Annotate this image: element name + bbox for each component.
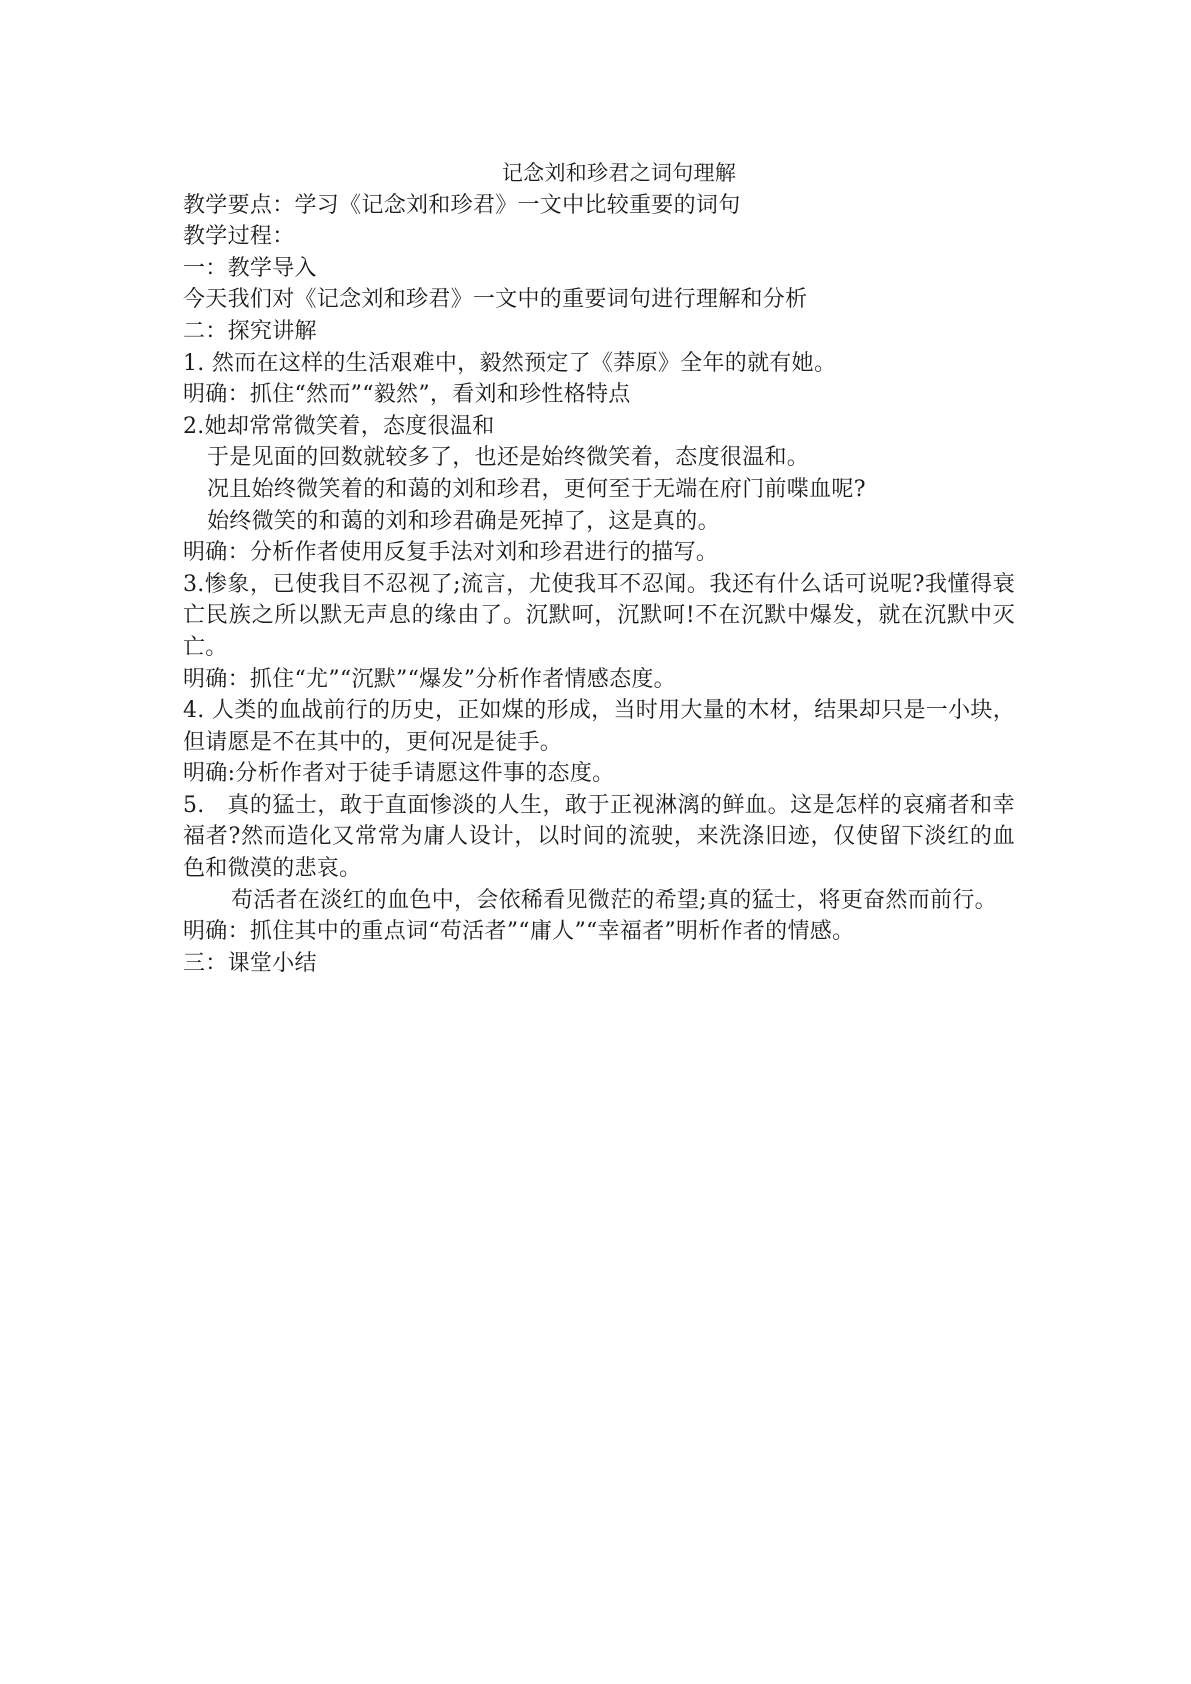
item-1-explanation: 明确：抓住“然而”“毅然”，看刘和珍性格特点 [183, 382, 631, 408]
item-2-quote-line-2: 于是见面的回数就较多了，也还是始终微笑着，态度很温和。 [207, 445, 810, 471]
item-3-explanation: 明确：抓住“尤”“沉默”“爆发”分析作者情感态度。 [183, 666, 676, 692]
intro-paragraph: 今天我们对《记念刘和珍君》一文中的重要词句进行理解和分析 [183, 287, 808, 313]
item-2-quote: 2.她却常常微笑着，态度很温和 [183, 413, 495, 439]
item-5-quote: 5. 真的猛士，敢于直面惨淡的人生，敢于正视淋漓的鲜血。这是怎样的哀痛者和幸福者?然而造化又常常为庸人设计，以时间的流驶，来洗涤旧迹，仅使留下淡红的血色和微漠的悲哀。 [183, 792, 1015, 882]
document-page [183, 158, 1015, 979]
teaching-points: 教学要点：学习《记念刘和珍君》一文中比较重要的词句 [183, 192, 741, 218]
item-2-explanation: 明确：分析作者使用反复手法对刘和珍君进行的描写。 [183, 540, 719, 566]
section-one-heading: 一：教学导入 [183, 255, 317, 281]
item-1-quote: 1. 然而在这样的生活艰难中，毅然预定了《莽原》全年的就有她。 [183, 350, 837, 376]
document-title: 记念刘和珍君之词句理解 [501, 161, 737, 185]
teaching-process-heading: 教学过程： [183, 224, 295, 250]
item-5-quote-continued: 苟活者在淡红的血色中，会依稀看见微茫的希望;真的猛士，将更奋然而前行。 [231, 887, 997, 913]
item-3-quote: 3.惨象，已使我目不忍视了;流言，尤使我耳不忍闻。我还有什么话可说呢?我懂得衰亡民族之所以默无声息的缘由了。沉默呵，沉默呵!不在沉默中爆发，就在沉默中灭亡。 [183, 571, 1015, 660]
item-2-quote-line-4: 始终微笑的和蔼的刘和珍君确是死掉了，这是真的。 [207, 508, 720, 534]
item-2-quote-line-3: 况且始终微笑着的和蔼的刘和珍君，更何至于无端在府门前喋血呢? [207, 476, 866, 502]
item-5-explanation: 明确：抓住其中的重点词“苟活者”“庸人”“幸福者”明析作者的情感。 [183, 919, 855, 945]
section-three-heading: 三：课堂小结 [183, 950, 317, 976]
item-4-explanation: 明确:分析作者对于徒手请愿这件事的态度。 [183, 761, 615, 787]
section-two-heading: 二：探究讲解 [183, 318, 317, 344]
item-4-quote: 4. 人类的血战前行的历史，正如煤的形成，当时用大量的木材，结果却只是一小块，但请愿是不在其中的，更何况是徒手。 [183, 698, 1015, 755]
